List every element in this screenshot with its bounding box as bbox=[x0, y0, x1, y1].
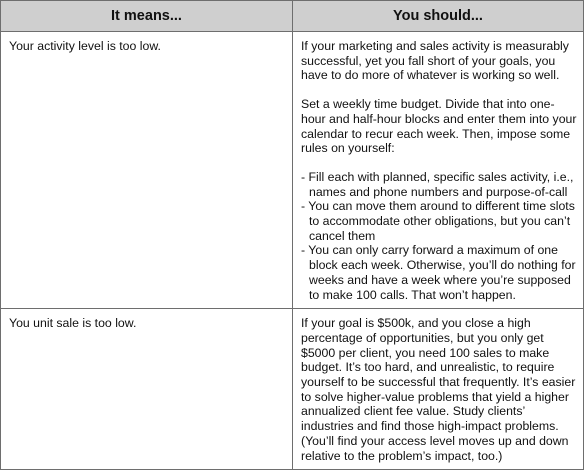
header-you-should: You should... bbox=[293, 1, 584, 32]
means-text: Your activity level is too low. bbox=[9, 39, 161, 53]
table-row bbox=[1, 32, 584, 309]
rule-item: - You can only carry forward a maximum of one block each week. Otherwise, you’ll do nothing for weeks and have a week where you’re supposed to make 100 calls. That won’t happen. bbox=[301, 243, 576, 302]
should-cell bbox=[293, 309, 584, 470]
rules-list bbox=[301, 170, 577, 302]
means-cell bbox=[1, 32, 293, 309]
header-row bbox=[1, 1, 584, 32]
should-paragraph: If your marketing and sales activity is measurably successful, yet you fall short of your goals, you have to do more of whatever is working so well. bbox=[301, 39, 569, 83]
rule-item: - Fill each with planned, specific sales activity, i.e., names and phone numbers and purpose-of-call bbox=[301, 169, 574, 199]
means-text: You unit sale is too low. bbox=[9, 316, 137, 331]
should-cell bbox=[293, 32, 584, 309]
table-row bbox=[1, 309, 584, 470]
means-cell bbox=[1, 309, 293, 470]
should-paragraph: Set a weekly time budget. Divide that into one-hour and half-hour blocks and enter them into your calendar to recur each week. Then, impose some rules on yourself: bbox=[301, 97, 577, 156]
rule-item: - You can move them around to different time slots to accommodate other obligations, but you can’t cancel them bbox=[301, 199, 575, 243]
should-paragraph: If your goal is $500k, and you close a high percentage of opportunities, but you only get $5000 per client, you need 100 sales to make budget. It’s too hard, and unrealistic, to require yourself to be successful that frequently. It’s easier to solve higher-value problems that yield a higher annualized client fee value. Study clients’ industries and find those high-impact problems. (You’ll find your access level moves up and down relative to the problem’s impact, too.) bbox=[301, 316, 576, 463]
header-it-means: It means... bbox=[1, 1, 293, 32]
